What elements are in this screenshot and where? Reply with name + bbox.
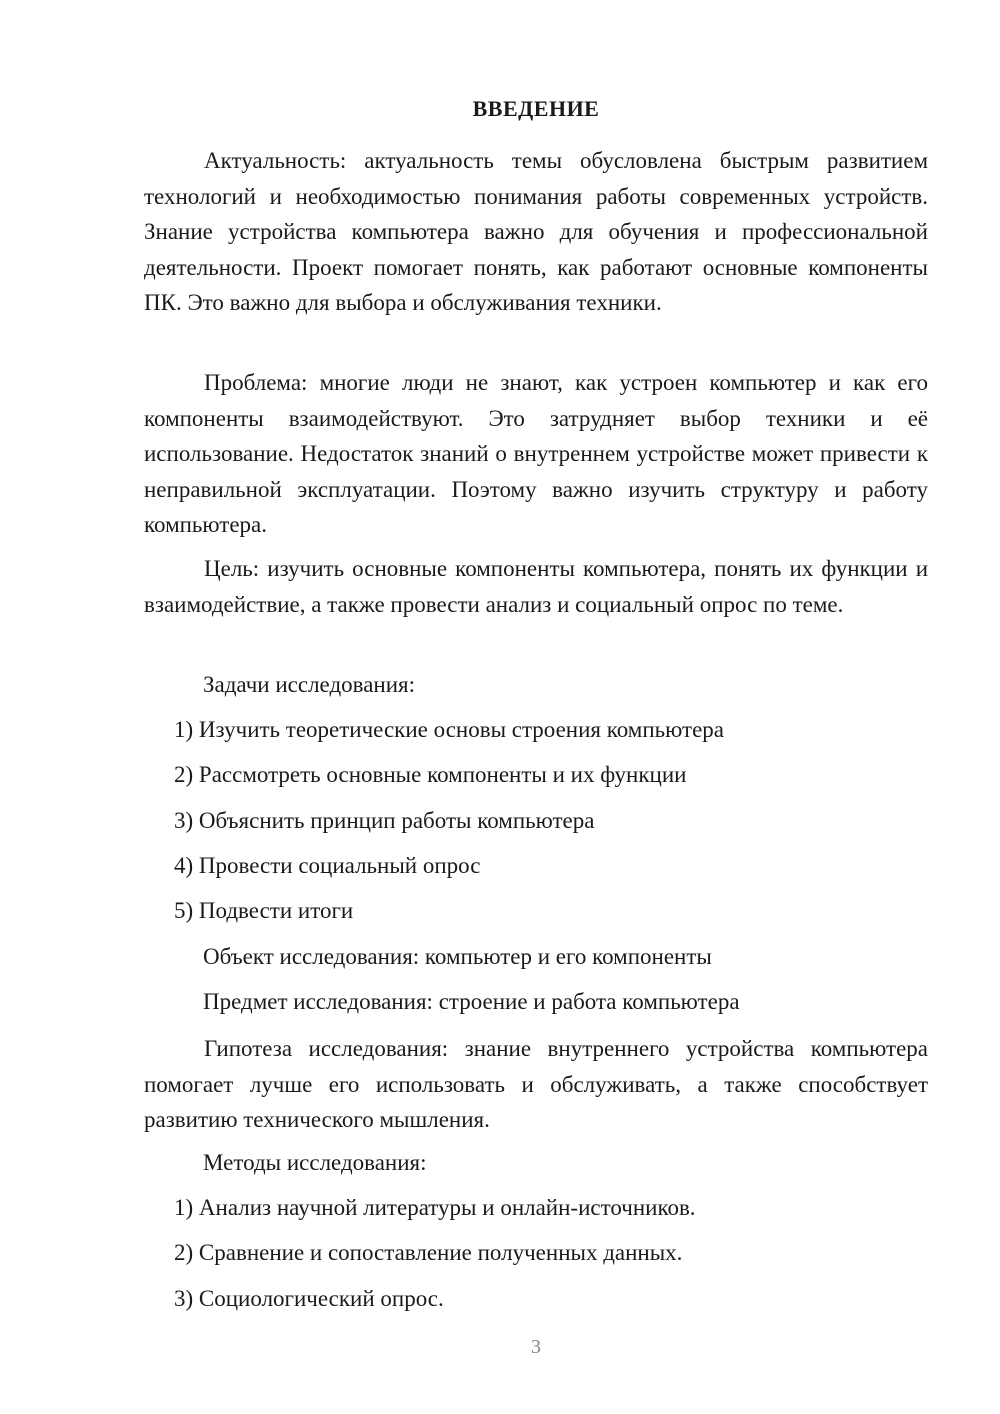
method-item: 1) Анализ научной литературы и онлайн-источников. [174,1195,696,1220]
task-item: 5) Подвести итоги [174,898,354,923]
research-subject: Предмет исследования: строение и работа компьютера [203,989,740,1014]
task-item: 3) Объяснить принцип работы компьютера [174,808,595,833]
tasks-heading: Задачи исследования: [203,672,416,697]
method-item: 3) Социологический опрос. [174,1286,444,1311]
page-number: 3 [531,1336,541,1358]
task-item: 1) Изучить теоретические основы строения компьютера [174,717,725,742]
task-item: 4) Провести социальный опрос [174,853,481,878]
page-title: ВВЕДЕНИЕ [472,96,600,121]
problem-paragraph: Проблема: многие люди не знают, как устроен компьютер и как его компоненты взаимодействуют. Это затрудняет выбор техники и её использование. Недостаток знаний о внутреннем устройстве может привести к неправильной эксплуатации. Поэтому важно изучить структуру и работу компьютера. [144,370,928,537]
task-item: 2) Рассмотреть основные компоненты и их функции [174,762,687,787]
methods-heading: Методы исследования: [203,1150,427,1175]
goal-paragraph: Цель: изучить основные компоненты компьютера, понять их функции и взаимодействие, а также провести анализ и социальный опрос по теме. [144,556,928,617]
research-object: Объект исследования: компьютер и его компоненты [203,944,712,969]
relevance-paragraph: Актуальность: актуальность темы обусловлена быстрым развитием технологий и необходимостью понимания работы современных устройств. Знание устройства компьютера важно для обучения и профессиональной деятельности. Проект помогает понять, как работают основные компоненты ПК. Это важно для выбора и обслуживания техники. [144,148,928,315]
method-item: 2) Сравнение и сопоставление полученных данных. [174,1240,683,1265]
hypothesis-paragraph: Гипотеза исследования: знание внутреннего устройства компьютера помогает лучше его использовать и обслуживать, а также способствует развитию технического мышления. [144,1036,928,1132]
